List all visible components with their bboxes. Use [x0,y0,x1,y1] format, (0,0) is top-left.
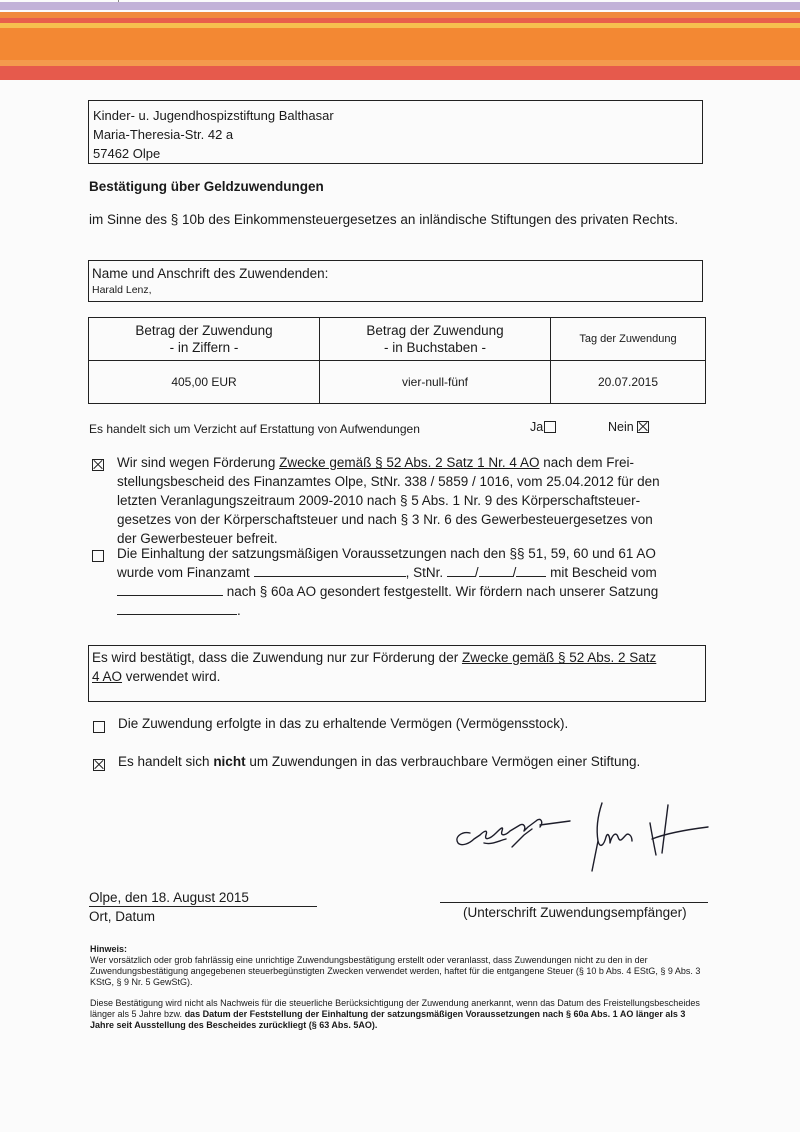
ja-label: Ja [530,420,544,434]
header-amount-digits-line1: Betrag der Zuwendung [135,323,273,338]
satzung-line3 [117,582,702,601]
satzung-line4 [117,601,702,620]
freistellung-purpose: Zwecke gemäß § 52 Abs. 2 Satz 1 Nr. 4 AO [279,455,540,470]
intro-text: im Sinne des § 10b des Einkommensteuergesetzes an inländische Stiftungen des privaten Rechts. [89,212,679,227]
header-amount-digits-line2: - in Ziffern - [169,340,239,355]
confirmation-box [88,645,706,702]
freistellung-line4: gesetzes von der Körperschaftsteuer und nach § 3 Nr. 6 des Gewerbesteuergesetzes von [117,512,653,527]
donor-label: Name und Anschrift des Zuwendenden: [92,266,329,281]
vermoegensstock-text: Die Zuwendung erfolgte in das zu erhaltende Vermögen (Vermögensstock). [118,716,569,731]
satzung-purpose-blank[interactable] [117,602,237,615]
freistellung-line2: stellungsbescheid des Finanzamtes Olpe, StNr. 338 / 5859 / 1016, vom 25.04.2012 für den [117,474,660,489]
verbrauchbar-checkbox[interactable] [93,759,105,771]
recipient-address-box [88,100,703,164]
amount-table-row [89,361,706,404]
nein-checkbox[interactable] [637,421,649,433]
ja-option[interactable] [530,420,556,434]
header-amount-words [320,318,551,361]
verbrauchbar-post: um Zuwendungen in das verbrauchbare Vermögen einer Stiftung. [245,754,641,769]
place-date-label: Ort, Datum [89,909,156,924]
stnr-sep-1: / [474,565,479,580]
satzung-text [117,544,702,620]
freistellung-line1 [117,453,702,472]
hinweis-title: Hinweis: [90,944,128,954]
amount-table [88,317,706,404]
header-amount-words-line1: Betrag der Zuwendung [366,323,504,338]
hinweis-p2-bold: das Datum der Feststellung der Einhaltung der satzungsmäßigen Voraussetzungen nach § 60a Abs. 1 AO länger als 3 Jahre seit Ausstellung des Bescheides zurückliegt (§ 63 Abs. 5AO). [90,1009,686,1030]
stripe-lavender [0,2,800,10]
stnr-blank-3[interactable] [516,564,546,577]
document-title: Bestätigung über Geldzuwendungen [89,179,324,194]
amount-table-header [89,318,706,361]
finanzamt-blank[interactable] [254,564,406,577]
verbrauchbar-pre: Es handelt sich [118,754,214,769]
place-date-value: Olpe, den 18. August 2015 [89,890,249,905]
donor-value: Harald Lenz, [92,284,152,296]
header-amount-digits [89,318,320,361]
handwritten-signatures [440,795,720,890]
stnr-blank-2[interactable] [479,564,513,577]
confirmation-pre: Es wird bestätigt, dass die Zuwendung nur zur Förderung der [92,650,462,665]
stnr-blank-1[interactable] [447,564,475,577]
hinweis-section [90,944,710,1031]
amount-digits-value: 405,00 EUR [89,361,320,404]
satzung-line4-end: . [237,603,241,618]
satzung-finanzamt-label: wurde vom Finanzamt [117,565,250,580]
satzung-line2 [117,563,702,582]
verbrauchbar-bold: nicht [213,754,246,769]
freistellung-text [117,453,702,548]
freistellung-line3: letzten Veranlagungszeitraum 2009-2010 nach § 5 Abs. 1 Nr. 9 des Körperschaftsteuer- [117,493,641,508]
header-amount-words-line2: - in Buchstaben - [383,340,487,355]
satzung-bescheid-label: mit Bescheid vom [550,565,657,580]
header-date: Tag der Zuwendung [551,318,706,361]
place-date-line [89,906,317,907]
freistellung-post: nach dem Frei- [539,455,635,470]
freistellung-checkbox[interactable] [92,459,104,471]
bescheid-date-blank[interactable] [117,583,223,596]
signature-line [440,902,708,903]
satzung-checkbox[interactable] [92,550,104,562]
freistellung-line5: der Gewerbesteuer befreit. [117,531,278,546]
satzung-stnr-label: , StNr. [405,565,444,580]
nein-label: Nein [608,420,634,434]
signature-label: (Unterschrift Zuwendungsempfänger) [463,905,687,920]
ja-checkbox[interactable] [544,421,556,433]
hinweis-p2-plain: Diese Bestätigung wird nicht als Nachweis für die steuerliche Berücksichtigung der Zuwendung anerkannt, wenn das Datum des Freistellungsbescheides länger als 5 Jahre bzw. [90,998,700,1019]
confirmation-purpose-1: Zwecke gemäß § 52 Abs. 2 Satz [461,650,657,665]
hinweis-paragraph-1: Wer vorsätzlich oder grob fahrlässig eine unrichtige Zuwendungsbestätigung erstellt oder veranlasst, dass Zuwendungen nicht zu den in der Zuwendungsbestätigung angegebenen steuerbegünstigten Zwecken verwendet werden, haftet für die entgangene Steuer (§ 10 b Abs. 4 EStG, § 9 Abs. 3 KStG, § 9 Nr. 5 GewStG). [90,955,701,987]
stripe-red-2 [0,66,800,80]
recipient-city: 57462 Olpe [93,146,161,161]
freistellung-pre: Wir sind wegen Förderung [117,455,280,470]
verzicht-question: Es handelt sich um Verzicht auf Erstattung von Aufwendungen [89,422,420,436]
confirmation-post: verwendet wird. [122,669,221,684]
satzung-line3-text: nach § 60a AO gesondert festgestellt. Wir fördern nach unserer Satzung [226,584,659,599]
verbrauchbar-text [118,754,640,769]
hinweis-paragraph-2 [90,998,710,1031]
donation-date-value: 20.07.2015 [551,361,706,404]
confirmation-purpose-2: 4 AO [92,669,123,684]
amount-words-value: vier-null-fünf [320,361,551,404]
donor-box [88,260,703,302]
stnr-sep-2: / [512,565,517,580]
recipient-street: Maria-Theresia-Str. 42 a [93,127,234,142]
nein-option[interactable] [608,420,649,434]
header-stripes [0,0,800,84]
vermoegensstock-checkbox[interactable] [93,721,105,733]
recipient-name: Kinder- u. Jugendhospizstiftung Balthasar [93,108,334,123]
satzung-line1: Die Einhaltung der satzungsmäßigen Voraussetzungen nach den §§ 51, 59, 60 und 61 AO [117,546,656,561]
